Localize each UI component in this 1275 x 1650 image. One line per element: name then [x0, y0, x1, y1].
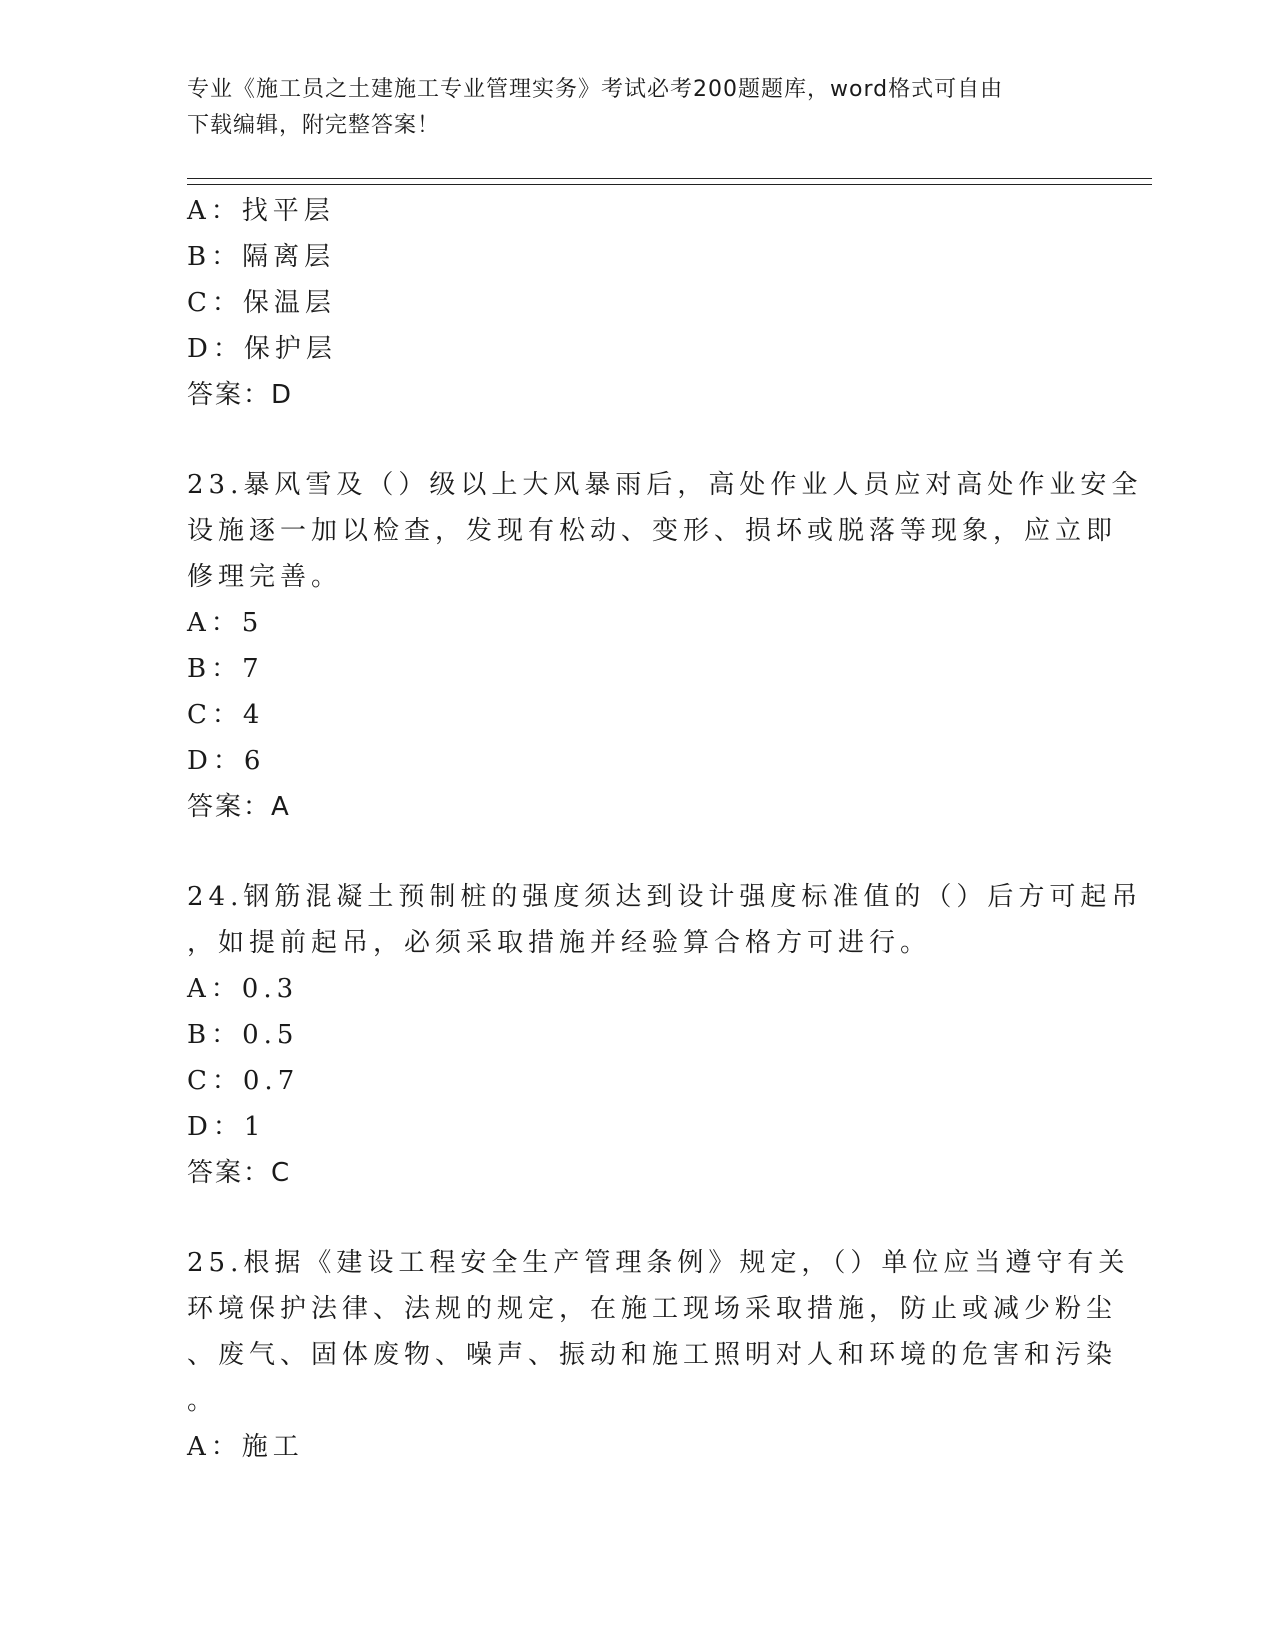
- answer: 答案：D: [187, 380, 294, 410]
- header-line-2: 下载编辑，附完整答案！: [187, 113, 441, 138]
- option-a: A：找平层: [187, 196, 335, 226]
- option-b: B：7: [187, 654, 264, 684]
- option-d: D：1: [187, 1112, 266, 1142]
- option-c: C：保温层: [187, 288, 336, 318]
- question-23: [187, 462, 1143, 830]
- question-line: 修理完善。: [187, 562, 343, 592]
- question-line: 23.暴风雪及（）级以上大风暴雨后，高处作业人员应对高处作业安全: [187, 470, 1143, 500]
- question-line: 环境保护法律、法规的规定，在施工现场采取措施，防止或减少粉尘: [187, 1294, 1118, 1324]
- option-a: A：施工: [187, 1432, 304, 1462]
- question-line: 。: [187, 1386, 219, 1416]
- question-content: [187, 188, 1143, 1470]
- answer: 答案：C: [187, 1158, 292, 1188]
- document-header: [187, 72, 1067, 144]
- option-c: C：4: [187, 700, 265, 730]
- question-line: 25.根据《建设工程安全生产管理条例》规定，（）单位应当遵守有关: [187, 1248, 1130, 1278]
- option-c: C：0.7: [187, 1066, 300, 1096]
- answer: 答案：A: [187, 792, 291, 822]
- option-b: B：隔离层: [187, 242, 336, 272]
- header-divider-bottom: [187, 184, 1152, 185]
- option-d: D：保护层: [187, 334, 337, 364]
- question-24: [187, 874, 1143, 1196]
- header-line-1: 专业《施工员之土建施工专业管理实务》考试必考200题题库，word格式可自由: [187, 77, 1004, 102]
- question-22: [187, 188, 1087, 418]
- question-text: [187, 874, 1143, 966]
- option-a: A：0.3: [187, 974, 299, 1004]
- question-line: ，如提前起吊，必须采取措施并经验算合格方可进行。: [187, 928, 932, 958]
- question-line: 24.钢筋混凝土预制桩的强度须达到设计强度标准值的（）后方可起吊: [187, 882, 1143, 912]
- question-text: [187, 462, 1143, 600]
- option-d: D：6: [187, 746, 266, 776]
- question-line: 、废气、固体废物、噪声、振动和施工照明对人和环境的危害和污染: [187, 1340, 1118, 1370]
- option-a: A：5: [187, 608, 264, 638]
- header-divider-top: [187, 178, 1152, 179]
- question-line: 设施逐一加以检查，发现有松动、变形、损坏或脱落等现象，应立即: [187, 516, 1118, 546]
- question-text: [187, 1240, 1130, 1424]
- option-b: B：0.5: [187, 1020, 299, 1050]
- question-25: [187, 1240, 1130, 1470]
